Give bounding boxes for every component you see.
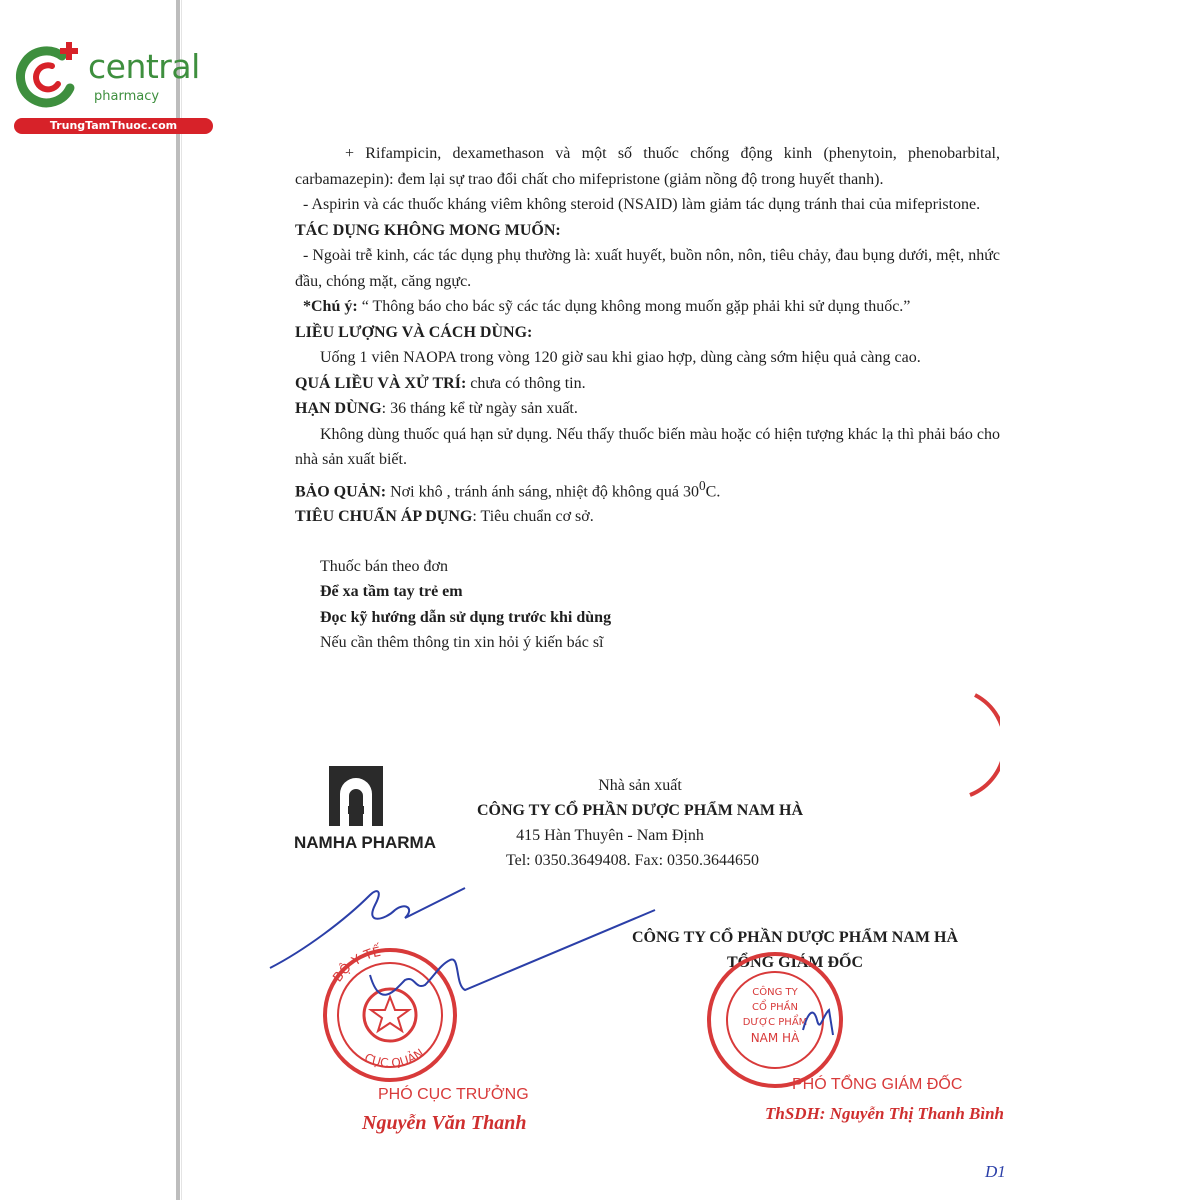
side-effects-note bbox=[295, 294, 1000, 320]
storage-degree: 0 bbox=[698, 477, 706, 493]
page-mark: D1 bbox=[985, 1162, 1006, 1181]
note-label: *Chú ý: bbox=[303, 298, 358, 315]
right-signer-title: PHÓ TỔNG GIÁM ĐỐC bbox=[792, 1076, 963, 1093]
warning-ask-doctor: Nếu cần thêm thông tin xin hỏi ý kiến bác sĩ bbox=[320, 634, 604, 652]
manufacturer-name: CÔNG TY CỔ PHẦN DƯỢC PHẨM NAM HÀ bbox=[476, 802, 804, 819]
dosage-text: Uống 1 viên NAOPA trong vòng 120 giờ sau khi giao hợp, dùng càng sớm hiệu quả càng cao. bbox=[320, 349, 921, 366]
right-signer-name: ThSDH: Nguyễn Thị Thanh Bình bbox=[765, 1104, 1005, 1123]
overdose-label: QUÁ LIỀU VÀ XỬ TRÍ: bbox=[295, 374, 467, 392]
standard bbox=[295, 504, 1000, 530]
storage bbox=[295, 473, 1000, 505]
dosage-heading: LIỀU LƯỢNG VÀ CÁCH DÙNG: bbox=[295, 323, 533, 341]
warning-read-instructions: Đọc kỹ hướng dẫn sử dụng trước khi dùng bbox=[320, 608, 612, 626]
interaction-rifampicin: + Rifampicin, dexamethason và một số thuốc chống động kinh (phenytoin, phenobarbital, carbamazepin): đem lại sự trao đổi chất cho mifepristone (giảm nồng độ trong huyết thanh). bbox=[295, 145, 1000, 188]
namha-pharma-name: NAMHA PHARMA bbox=[294, 833, 436, 852]
warning-prescription: Thuốc bán theo đơn bbox=[320, 557, 448, 575]
stamp-right-line1: CÔNG TY bbox=[752, 987, 798, 998]
expiry-note: Không dùng thuốc quá hạn sử dụng. Nếu thấy thuốc biến màu hoặc có hiện tượng khác lạ thì phải báo cho nhà sản xuất biết. bbox=[295, 425, 1000, 468]
logo-url: TrungTamThuoc.com bbox=[14, 118, 213, 134]
central-pharmacy-logo bbox=[10, 36, 215, 136]
partial-stamp-icon bbox=[955, 690, 1000, 800]
side-effects-text: - Ngoài trễ kinh, các tác dụng phụ thường là: xuất huyết, buồn nôn, nôn, tiêu chảy, đau bụng dưới, mệt, nhức đầu, chóng mặt, căng ngực. bbox=[295, 247, 1000, 290]
logo-subtitle: pharmacy bbox=[94, 89, 160, 104]
signature-general-director-icon bbox=[795, 995, 845, 1045]
storage-label: BẢO QUẢN: bbox=[295, 482, 387, 500]
signer-company: CÔNG TY CỔ PHẦN DƯỢC PHẨM NAM HÀ bbox=[631, 929, 959, 946]
side-effects-heading: TÁC DỤNG KHÔNG MONG MUỐN: bbox=[295, 221, 561, 239]
signature-deputy-director-icon bbox=[265, 880, 675, 1020]
leaflet-text bbox=[295, 141, 1000, 656]
standard-text: : Tiêu chuẩn cơ sở. bbox=[472, 508, 594, 526]
manufacturer-block bbox=[440, 773, 840, 873]
logo-brand: central bbox=[88, 47, 200, 86]
expiry-label: HẠN DÙNG bbox=[295, 400, 382, 417]
manufacturer-label: Nhà sản xuất bbox=[598, 777, 682, 794]
expiry-text: : 36 tháng kể từ ngày sản xuất. bbox=[381, 400, 578, 417]
stamp-left-bottom: CỤC QUẢN bbox=[362, 1045, 427, 1071]
left-signer-name: Nguyễn Văn Thanh bbox=[362, 1112, 527, 1134]
stamp-right-line4: NAM HÀ bbox=[750, 1031, 800, 1045]
overdose bbox=[295, 371, 1000, 397]
signer-role: TỔNG GIÁM ĐỐC bbox=[727, 954, 863, 971]
svg-text:CỤC QUẢN bbox=[362, 1046, 426, 1070]
warning-children: Để xa tầm tay trẻ em bbox=[320, 583, 463, 601]
storage-unit: C. bbox=[705, 482, 721, 500]
stamp-left-top: BỘ Y TẾ bbox=[330, 944, 383, 986]
storage-text: Nơi khô , tránh ánh sáng, nhiệt độ không quá 30 bbox=[386, 482, 699, 500]
scan-border-shadow bbox=[181, 0, 182, 1200]
interaction-aspirin: - Aspirin và các thuốc kháng viêm không steroid (NSAID) làm giảm tác dụng tránh thai của mifepristone. bbox=[303, 196, 981, 213]
stamp-right-line3: DƯỢC PHẨM bbox=[742, 1017, 808, 1028]
left-signer-title: PHÓ CỤC TRƯỞNG bbox=[378, 1086, 529, 1103]
standard-label: TIÊU CHUẨN ÁP DỤNG bbox=[295, 508, 473, 526]
overdose-text: chưa có thông tin. bbox=[466, 374, 586, 392]
manufacturer-address: 415 Hàn Thuyên - Nam Định bbox=[516, 827, 704, 844]
stamp-right-line2: CỔ PHẦN bbox=[752, 1002, 798, 1013]
expiry bbox=[295, 396, 1000, 422]
manufacturer-phone: Tel: 0350.3649408. Fax: 0350.3644650 bbox=[505, 852, 760, 869]
pharmacy-cross-icon bbox=[10, 36, 90, 116]
scan-border bbox=[176, 0, 180, 1200]
note-text: “ Thông báo cho bác sỹ các tác dụng không mong muốn gặp phải khi sử dụng thuốc.” bbox=[357, 298, 911, 315]
